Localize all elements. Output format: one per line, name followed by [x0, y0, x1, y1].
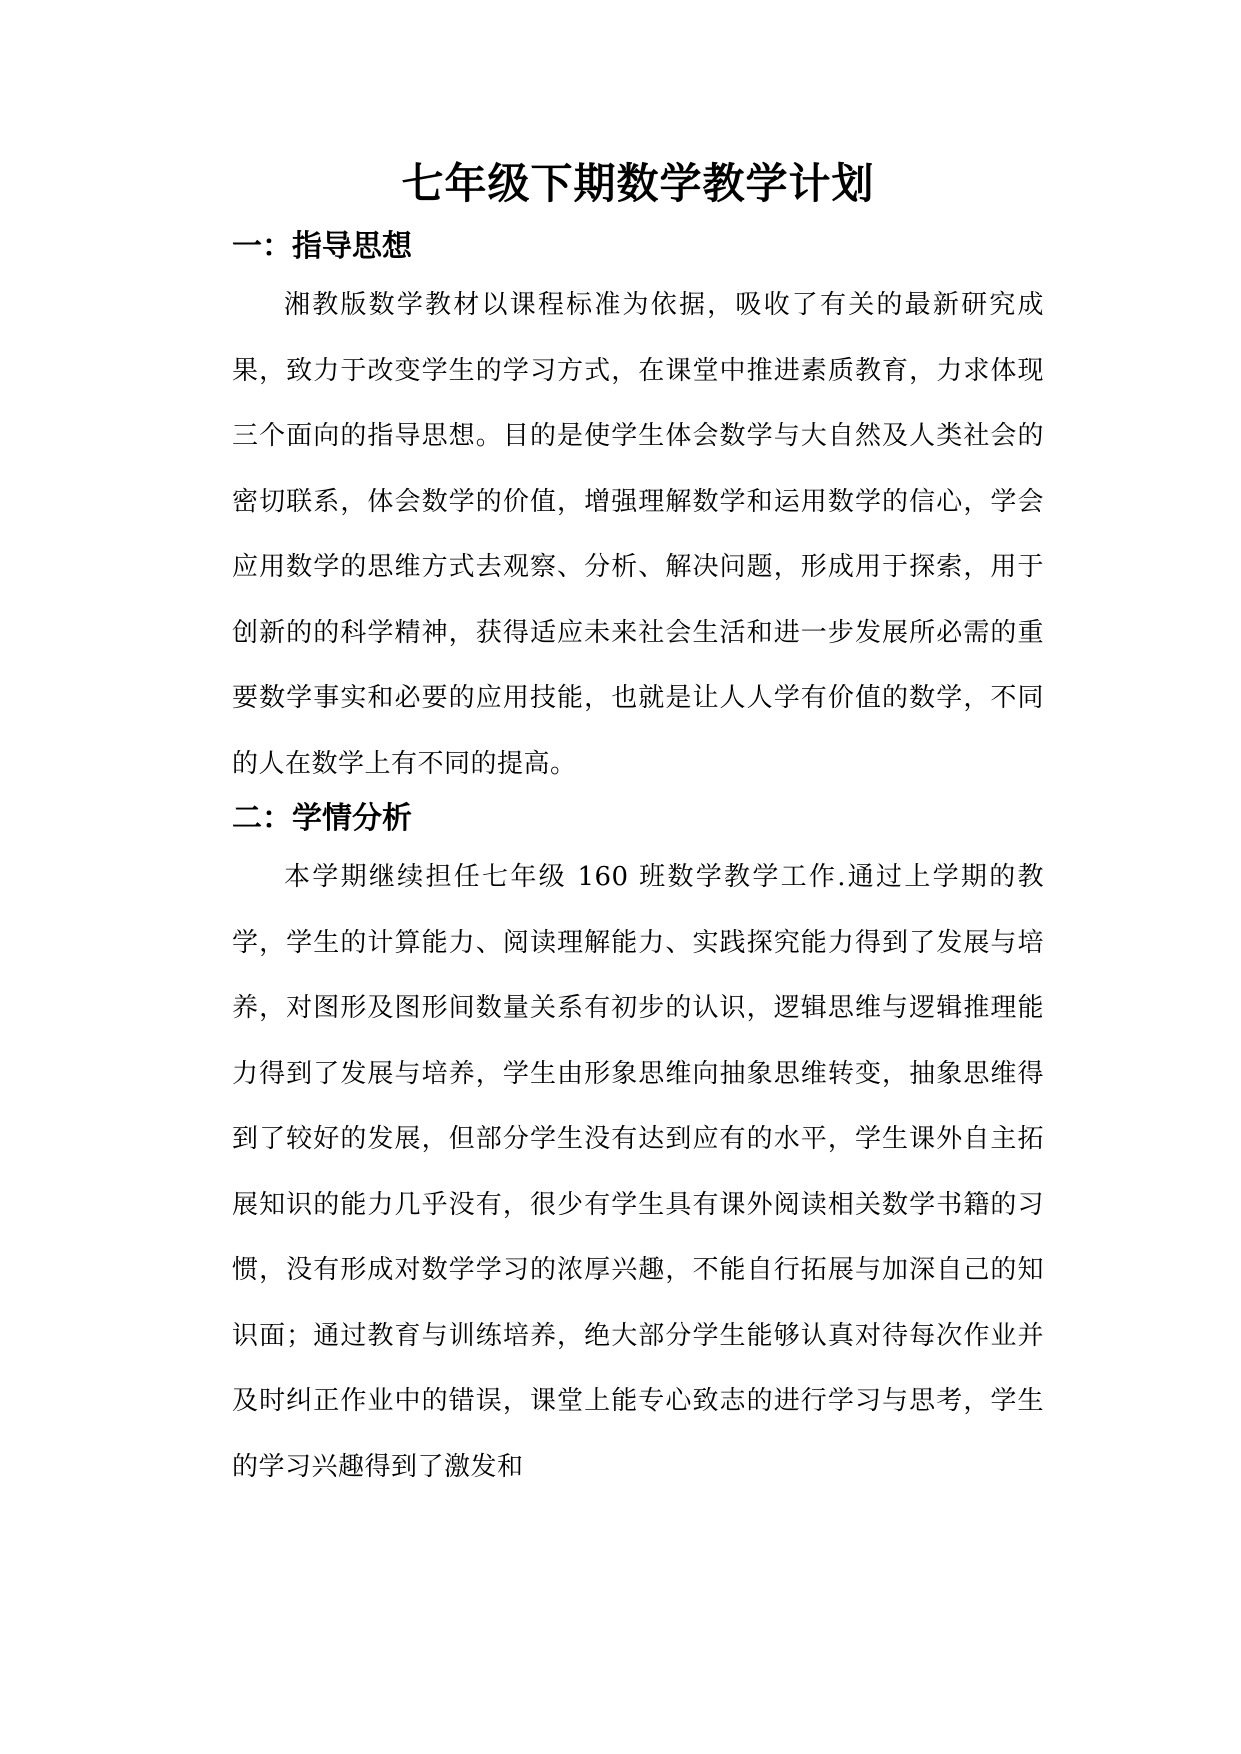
section-heading-guiding-ideology: 一：指导思想	[232, 229, 412, 264]
document-title: 七年级下期数学教学计划	[401, 159, 875, 208]
section-heading-student-analysis: 二：学情分析	[232, 801, 412, 836]
section-body-student-analysis: 本学期继续担任七年级 160 班数学教学工作.通过上学期的教学，学生的计算能力、阅读理解能力、实践探究能力得到了发展与培养，对图形及图形间数量关系有初步的认识，逻辑思维与逻辑推理能力得到了发展与培养，学生由形象思维向抽象思维转变，抽象思维得到了较好的发展，但部分学生没有达到应有的水平，学生课外自主拓展知识的能力几乎没有，很少有学生具有课外阅读相关数学书籍的习惯，没有形成对数学学习的浓厚兴趣，不能自行拓展与加深自己的知识面；通过教育与训练培养，绝大部分学生能够认真对待每次作业并及时纠正作业中的错误，课堂上能专心致志的进行学习与思考，学生的学习兴趣得到了激发和	[232, 862, 1044, 1482]
document-content	[232, 145, 1044, 1500]
section-body-guiding-ideology: 湘教版数学教材以课程标准为依据，吸收了有关的最新研究成果，致力于改变学生的学习方式，在课堂中推进素质教育，力求体现三个面向的指导思想。目的是使学生体会数学与大自然及人类社会的密切联系，体会数学的价值，增强理解数学和运用数学的信心，学会应用数学的思维方式去观察、分析、解决问题，形成用于探索，用于创新的的科学精神，获得适应未来社会生活和进一步发展所必需的重要数学事实和必要的应用技能，也就是让人人学有价值的数学，不同的人在数学上有不同的提高。	[232, 290, 1044, 779]
